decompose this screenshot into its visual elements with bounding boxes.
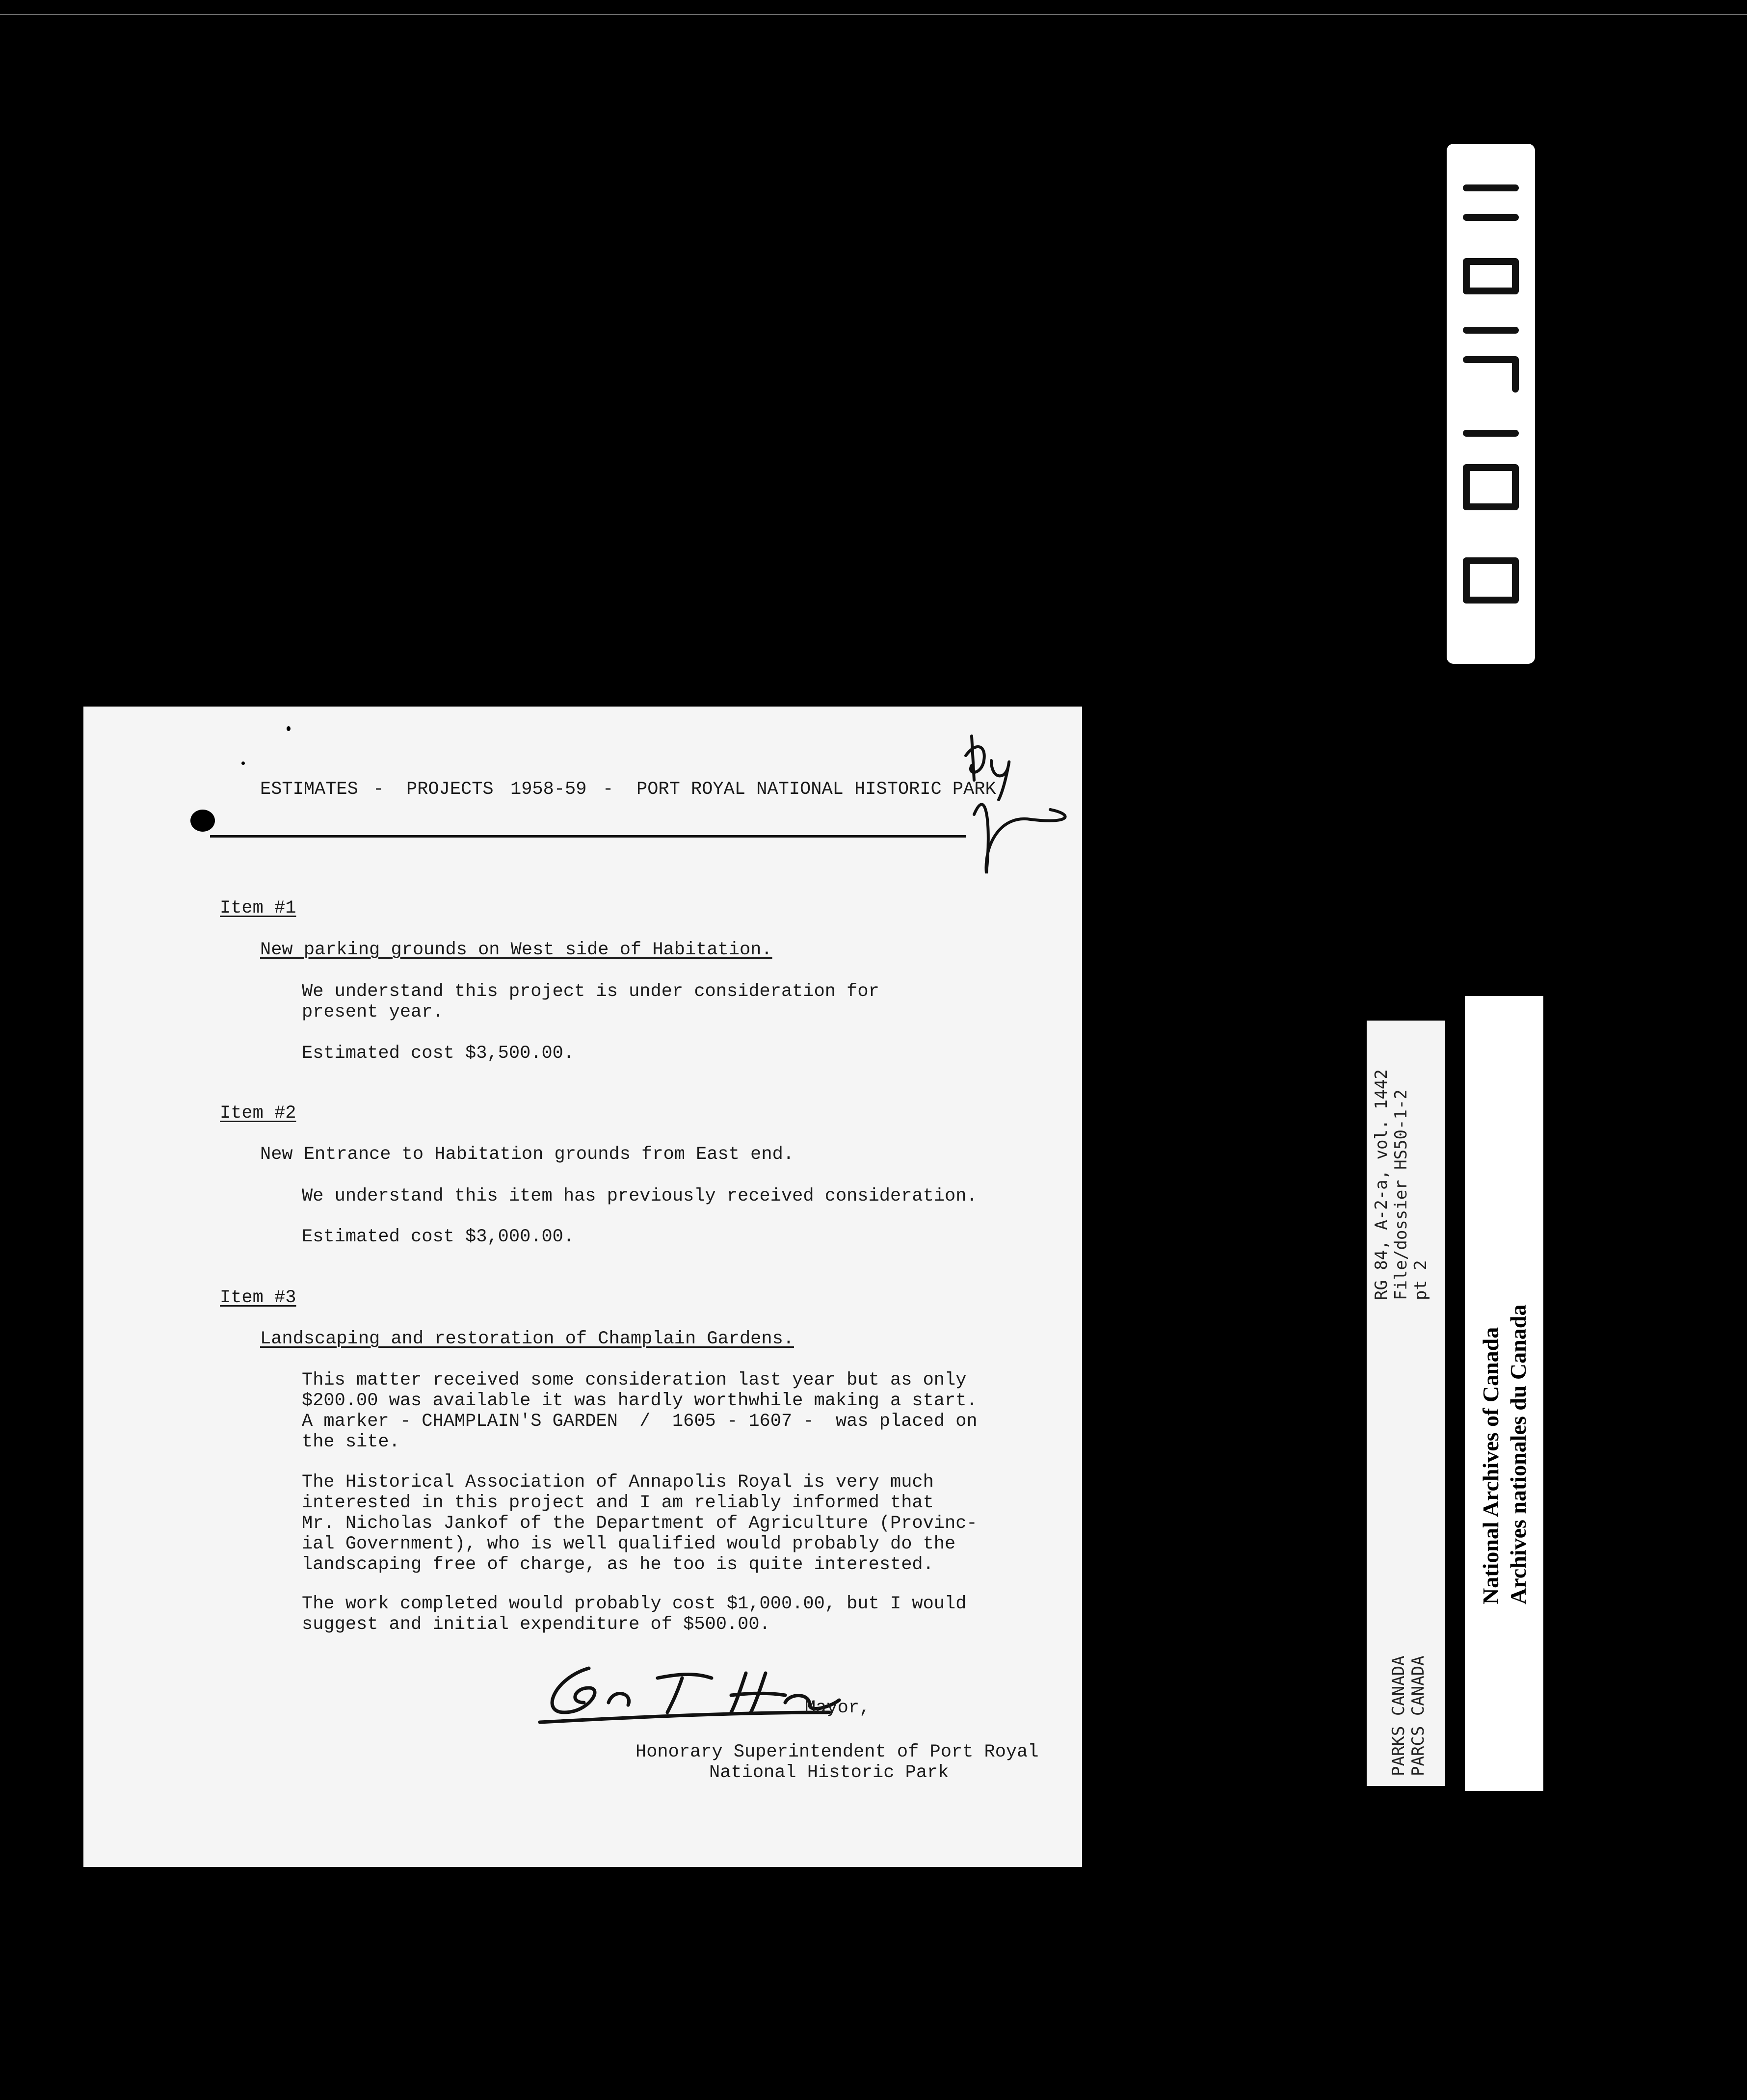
ink-speck xyxy=(287,726,291,731)
signature-line-1: Honorary Superintendent of Port Royal xyxy=(635,1742,1039,1762)
national-archives-slip xyxy=(1465,996,1543,1791)
header-dash: - xyxy=(603,779,614,800)
frame-number-label xyxy=(1447,144,1535,664)
ink-blot xyxy=(190,810,215,832)
film-edge-line xyxy=(0,14,1747,15)
header-projects: PROJECTS xyxy=(406,779,494,800)
frame-number-digits xyxy=(1447,144,1535,664)
header-year: 1958-59 xyxy=(510,779,587,800)
ink-speck xyxy=(241,761,245,765)
header-estimates: ESTIMATES xyxy=(260,779,358,800)
item-1-heading: Item #1 xyxy=(220,898,296,919)
item-3-paragraph-2: The Historical Association of Annapolis Royal is very much interested in this project and I am reliably informed that Mr. Nicholas Jankof of the Department of Agriculture (Provinc- ial Government), who is well qualified would probably do the landscaping free of charge, as he too is quite interested. xyxy=(302,1472,978,1575)
header-rule xyxy=(210,835,966,838)
item-1-title: New parking grounds on West side of Habitation. xyxy=(260,940,772,960)
item-3-title: Landscaping and restoration of Champlain Gardens. xyxy=(260,1329,794,1349)
item-1-paragraph: We understand this project is under consideration for present year. xyxy=(302,981,879,1023)
handwritten-initials xyxy=(957,726,1075,888)
parks-canada-label: PARKS CANADA PARCS CANADA xyxy=(1389,1655,1428,1776)
header-dash: - xyxy=(373,779,384,800)
item-1-cost: Estimated cost $3,500.00. xyxy=(302,1043,575,1064)
header-park: PORT ROYAL NATIONAL HISTORIC PARK xyxy=(636,779,996,800)
item-2-cost: Estimated cost $3,000.00. xyxy=(302,1227,575,1247)
signature-title: Mayor, xyxy=(805,1698,871,1718)
national-archives-label: National Archives of Canada Archives nationales du Canada xyxy=(1478,1304,1531,1604)
reference-slip xyxy=(1367,1021,1445,1786)
item-2-title: New Entrance to Habitation grounds from East end. xyxy=(260,1144,794,1165)
item-3-paragraph-1: This matter received some consideration last year but as only $200.00 was available it was hardly worthwhile making a start. A marker - CHAMPLAIN'S GARDEN / 1605 - 1607 - was placed on the site. xyxy=(302,1370,978,1452)
item-2-heading: Item #2 xyxy=(220,1103,296,1124)
archive-reference: RG 84, A-2-a, vol. 1442 File/dossier HS50-1-2 pt 2 xyxy=(1372,1069,1430,1300)
item-2-paragraph: We understand this item has previously received consideration. xyxy=(302,1186,978,1207)
item-3-heading: Item #3 xyxy=(220,1287,296,1308)
item-3-paragraph-3: The work completed would probably cost $1,000.00, but I would suggest and initial expenditure of $500.00. xyxy=(302,1594,967,1635)
signature-line-2: National Historic Park xyxy=(709,1762,949,1783)
document-page xyxy=(83,707,1082,1867)
